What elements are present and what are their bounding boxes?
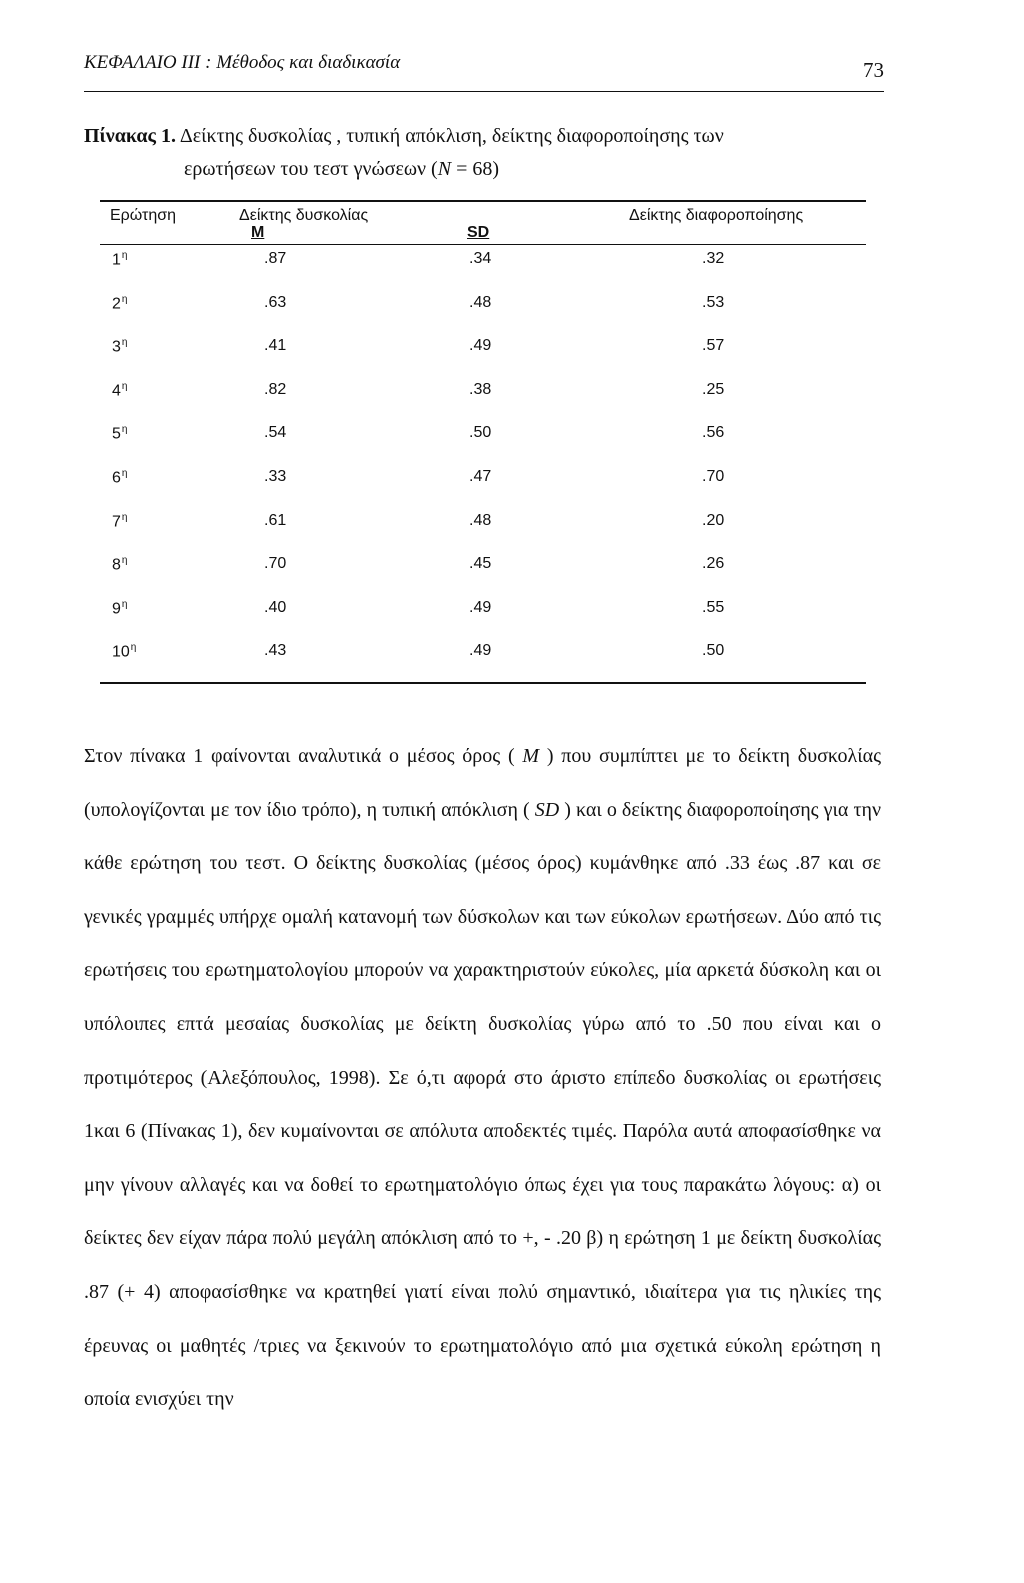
discrimination-value: .57 <box>702 337 725 355</box>
table-top-rule <box>100 200 866 202</box>
difficulty-value: .63 <box>264 293 287 311</box>
discrimination-value: .70 <box>702 468 725 485</box>
sd-value: .47 <box>469 468 492 485</box>
header-sd: SD <box>467 224 490 241</box>
difficulty-value: .40 <box>264 598 287 616</box>
question-number-value: 3 <box>112 338 121 356</box>
ordinal-suffix: η <box>121 555 128 567</box>
question-number-value: 4 <box>112 382 121 400</box>
question-number <box>112 599 127 618</box>
discrimination-value: .20 <box>702 511 725 529</box>
difficulty-value: .43 <box>264 642 287 660</box>
statistics-table <box>84 0 884 700</box>
difficulty-value: .82 <box>264 380 287 398</box>
body-m-symbol: M <box>522 745 540 767</box>
sd-value: .34 <box>469 250 492 267</box>
sd-value: .48 <box>469 511 492 529</box>
table-header-rule <box>100 244 866 245</box>
discrimination-value: .32 <box>702 250 725 267</box>
question-number <box>112 424 127 443</box>
discrimination-value: .25 <box>702 380 725 398</box>
question-number-value: 10 <box>112 643 130 661</box>
discrimination-value: .50 <box>702 642 725 660</box>
question-number <box>112 468 127 487</box>
question-number-value: 2 <box>112 294 121 312</box>
difficulty-value: .54 <box>264 424 287 442</box>
ordinal-suffix: η <box>121 598 128 610</box>
header-difficulty: Δείκτης δυσκολίας <box>239 207 369 224</box>
question-number <box>112 294 127 313</box>
caption-text-1: Δείκτης δυσκολίας , τυπική απόκλιση, δείκτης διαφοροποίησης των <box>175 125 724 147</box>
sd-value: .38 <box>469 380 492 398</box>
body-text-part-3: ) και ο δείκτης διαφοροποίησης για την κάθε ερώτηση του τεστ. Ο δείκτης δυσκολίας (μέσος όρος) κυμάνθηκε από .33 έως .87 και σε γενικές γραμμές υπήρχε ομαλή κατανομή των δύσκολων και των εύκολων ερωτήσεων. Δύο από τις ερωτήσεις του ερωτηματολογίου μπορούν να χαρακτηριστούν εύκολες, μία αρκετά δύσκολη και οι υπόλοιπες επτά μεσαίας δυσκολίας με δείκτη δυσκολίας γύρω από το .50 που είναι και ο προτιμότερος (Αλεξόπουλος, 1998). Σε ό,τι αφορά στο άριστο επίπεδο δυσκολίας οι ερωτήσεις 1και 6 (Πίνακας 1), δεν κυμαίνονται σε απόλυτα αποδεκτές τιμές. Παρόλα αυτά αποφασίσθηκε να μην γίνουν αλλαγές και να δοθεί το ερωτηματολόγιο όπως έχει για τους παρακάτω λόγους: α) οι δείκτες δεν είχαν πάρα πολύ μεγάλη απόκλιση από το +, - .20 β) η ερώτηση 1 με δείκτη δυσκολίας .87 (+ 4) αποφασίσθηκε να κρατηθεί γιατί είναι πολύ σημαντικό, ιδιαίτερα για τις ηλικίες της έρευνας οι μαθητές /τριες να ξεκινούν το ερωτηματολόγιο από μια σχετικά εύκολη ερώτηση η οποία ενισχύει την <box>84 798 881 1411</box>
question-number-value: 5 <box>112 425 121 443</box>
sd-value: .49 <box>469 642 492 660</box>
question-number-value: 6 <box>112 469 121 487</box>
body-sd-symbol: SD <box>534 798 560 821</box>
question-number-value: 8 <box>112 556 121 574</box>
ordinal-suffix: η <box>121 293 128 305</box>
body-text-part-1: Στον πίνακα 1 φαίνονται αναλυτικά ο μέσος όρος ( <box>84 745 523 767</box>
sd-value: .49 <box>469 337 492 355</box>
sd-value: .49 <box>469 598 492 616</box>
question-number-value: 9 <box>112 600 121 618</box>
difficulty-value: .41 <box>264 337 287 355</box>
chapter-title: ΚΕΦΑΛΑΙΟ ΙΙΙ : Μέθοδος και διαδικασία <box>84 52 401 73</box>
question-number <box>112 250 127 269</box>
ordinal-suffix: η <box>121 424 128 436</box>
ordinal-suffix: η <box>121 380 128 392</box>
page-number: 73 <box>863 58 884 82</box>
difficulty-value: .33 <box>264 468 287 485</box>
sd-value: .45 <box>469 555 492 573</box>
ordinal-suffix: η <box>121 250 128 261</box>
body-text-part-2: ) που συμπίπτει με το δείκτη δυσκολίας (υπολογίζονται με τον ίδιο τρόπο), η τυπική απόκλιση ( <box>84 745 881 821</box>
ordinal-suffix: η <box>130 642 137 654</box>
table-bottom-rule <box>100 682 866 684</box>
discrimination-value: .53 <box>702 293 725 311</box>
question-number <box>112 642 136 661</box>
question-number-value: 1 <box>112 251 121 269</box>
header-m: M <box>251 224 265 241</box>
ordinal-suffix: η <box>121 337 128 349</box>
caption-text-2b: = 68) <box>451 158 500 180</box>
question-number <box>112 381 127 400</box>
question-number <box>112 512 127 531</box>
sd-value: .48 <box>469 293 492 311</box>
difficulty-value: .70 <box>264 555 287 573</box>
question-number <box>112 337 127 356</box>
discrimination-value: .56 <box>702 424 725 442</box>
caption-label: Πίνακας 1. <box>84 125 176 147</box>
caption-n-symbol: N <box>437 158 452 180</box>
discrimination-value: .26 <box>702 555 725 573</box>
header-discrimination: Δείκτης διαφοροποίησης <box>629 207 804 224</box>
discrimination-value: .55 <box>702 598 725 616</box>
question-number-value: 7 <box>112 512 121 530</box>
body-paragraph <box>84 730 881 1427</box>
difficulty-value: .87 <box>264 250 287 267</box>
sd-value: .50 <box>469 424 492 442</box>
ordinal-suffix: η <box>121 468 128 479</box>
difficulty-value: .61 <box>264 511 287 529</box>
header-question: Ερώτηση <box>110 207 177 224</box>
caption-text-2a: ερωτήσεων του τεστ γνώσεων ( <box>184 158 438 180</box>
ordinal-suffix: η <box>121 511 128 523</box>
question-number <box>112 555 127 574</box>
